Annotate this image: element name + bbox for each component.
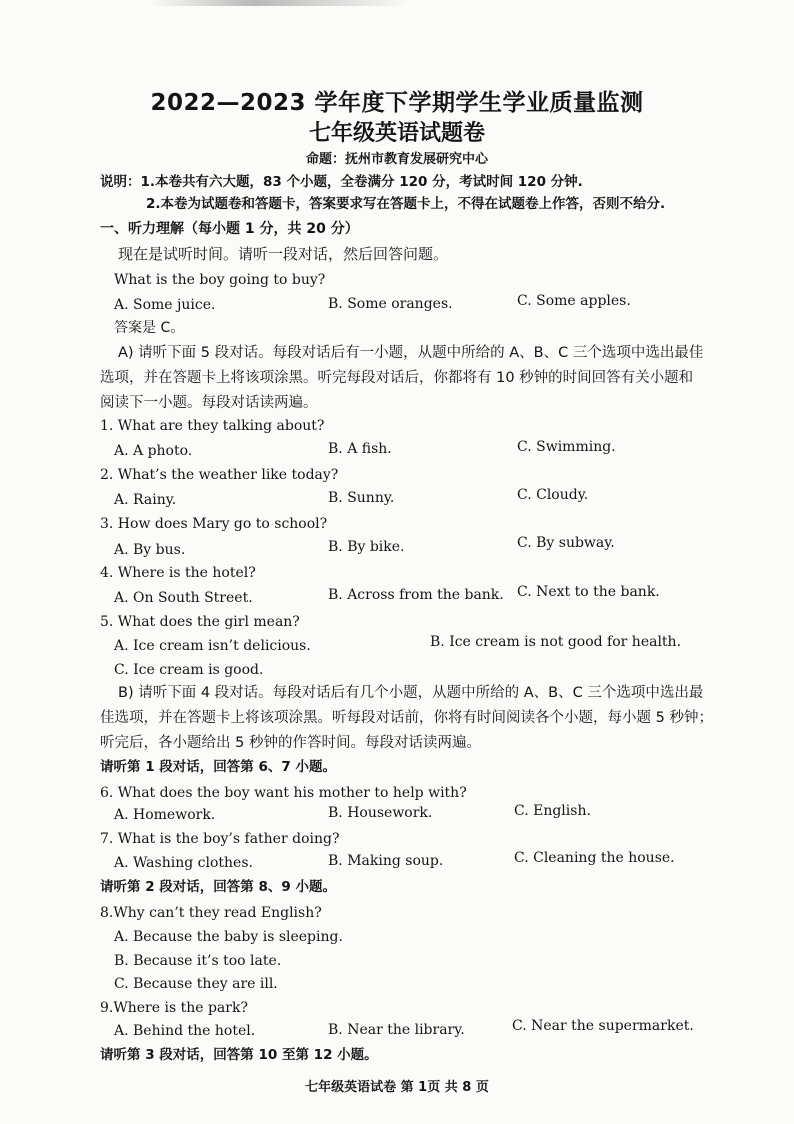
question-2-option-a: A. Rainy.	[114, 492, 177, 508]
scan-mark	[150, 0, 410, 6]
part-b-instructions-1: B) 请听下面 4 段对话。每段对话后有几个小题，从题中所给的 A、B、C 三个选项中选出最	[118, 685, 704, 701]
question-5-option-b: B. Ice cream is not good for health.	[430, 634, 682, 650]
part-a-instructions-3: 阅读下一小题。每段对话读两遍。	[100, 395, 318, 411]
question-3-option-c: C. By subway.	[517, 535, 615, 551]
question-7-option-c: C. Cleaning the house.	[514, 850, 675, 866]
question-2-stem: 2. What’s the weather like today?	[100, 467, 339, 483]
question-6-option-b: B. Housework.	[328, 805, 433, 821]
question-2-option-c: C. Cloudy.	[517, 487, 589, 503]
question-1-option-c: C. Swimming.	[517, 439, 616, 455]
question-2-option-b: B. Sunny.	[328, 490, 395, 506]
question-1-option-b: B. A fish.	[328, 441, 392, 457]
question-8-stem: 8.Why can’t they read English?	[100, 905, 322, 921]
question-9-option-c: C. Near the supermarket.	[512, 1018, 694, 1034]
question-4-option-b: B. Across from the bank.	[328, 587, 504, 603]
question-7-stem: 7. What is the boy’s father doing?	[100, 831, 340, 847]
example-intro: 现在是试听时间。请听一段对话，然后回答问题。	[118, 245, 449, 263]
example-option-b: B. Some oranges.	[328, 296, 453, 312]
question-1-option-a: A. A photo.	[114, 443, 193, 459]
note-1: 说明：1.本卷共有六大题，83 个小题，全卷满分 120 分，考试时间 120 分钟.	[100, 174, 583, 190]
part-b-instructions-2: 佳选项，并在答题卡上将该项涂黑。听每段对话前，你将有时间阅读各个小题，每小题 5 秒钟；	[100, 710, 713, 726]
example-option-a: A. Some juice.	[114, 297, 216, 313]
question-7-option-a: A. Washing clothes.	[114, 855, 253, 871]
question-9-option-b: B. Near the library.	[328, 1022, 465, 1038]
question-5-stem: 5. What does the girl mean?	[100, 614, 300, 630]
question-5-option-a: A. Ice cream isn’t delicious.	[114, 638, 311, 654]
question-4-stem: 4. Where is the hotel?	[100, 565, 256, 581]
question-8-option-a: A. Because the baby is sleeping.	[114, 929, 343, 945]
question-6-option-c: C. English.	[514, 803, 591, 819]
note-2: 2.本卷为试题卷和答题卡，答案要求写在答题卡上，不得在试题卷上作答，否则不给分.	[146, 196, 666, 212]
dialog-3-heading: 请听第 3 段对话，回答第 10 至第 12 小题。	[100, 1047, 378, 1063]
question-9-stem: 9.Where is the park?	[100, 1000, 248, 1016]
question-4-option-c: C. Next to the bank.	[517, 584, 660, 600]
question-4-option-a: A. On South Street.	[114, 590, 253, 606]
question-6-option-a: A. Homework.	[114, 807, 216, 823]
question-9-option-a: A. Behind the hotel.	[114, 1023, 256, 1039]
question-3-option-b: B. By bike.	[328, 539, 405, 555]
example-question: What is the boy going to buy?	[114, 272, 326, 288]
part-a-instructions-2: 选项，并在答题卡上将该项涂黑。听完每段对话后，你都将有 10 秒钟的时间回答有关小题和	[100, 370, 694, 386]
part-b-instructions-3: 听完后，各小题给出 5 秒钟的作答时间。每段对话读两遍。	[100, 735, 481, 751]
question-6-stem: 6. What does the boy want his mother to help with?	[100, 785, 467, 801]
part-a-instructions-1: A) 请听下面 5 段对话。每段对话后有一小题，从题中所给的 A、B、C 三个选项中选出最佳	[118, 345, 704, 361]
exam-title: 2022—2023 学年度下学期学生学业质量监测	[150, 90, 644, 116]
question-3-option-a: A. By bus.	[114, 542, 186, 558]
exam-subtitle: 七年级英语试题卷	[308, 121, 485, 146]
dialog-1-heading: 请听第 1 段对话，回答第 6、7 小题。	[100, 759, 336, 775]
question-7-option-b: B. Making soup.	[328, 853, 444, 869]
question-8-option-b: B. Because it’s too late.	[114, 953, 282, 969]
example-option-c: C. Some apples.	[517, 293, 631, 309]
question-3-stem: 3. How does Mary go to school?	[100, 516, 328, 532]
section-heading: 一、听力理解（每小题 1 分，共 20 分）	[100, 221, 359, 237]
dialog-2-heading: 请听第 2 段对话，回答第 8、9 小题。	[100, 879, 336, 895]
question-5-option-c: C. Ice cream is good.	[114, 662, 264, 678]
question-8-option-c: C. Because they are ill.	[114, 976, 278, 992]
example-answer: 答案是 C。	[114, 320, 185, 336]
question-1-stem: 1. What are they talking about?	[100, 418, 325, 434]
exam-author: 命题：抚州市教育发展研究中心	[305, 152, 488, 167]
page-footer: 七年级英语试卷 第 1页 共 8 页	[305, 1080, 489, 1095]
